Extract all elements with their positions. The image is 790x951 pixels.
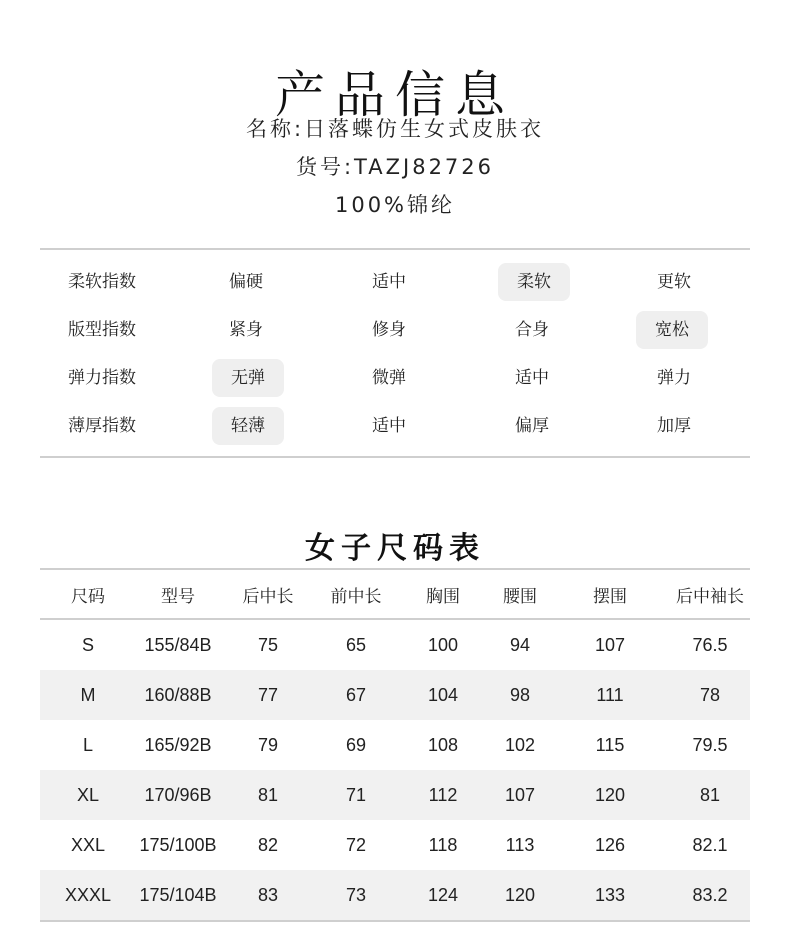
table-row (40, 670, 750, 720)
table-cell: 79 (257, 734, 279, 755)
table-cell: M (40, 670, 136, 720)
attr-option: 合身 (515, 320, 549, 340)
attr-option-selected: 无弹 (212, 359, 284, 397)
attr-option: 适中 (372, 416, 406, 436)
table-cell: 100 (427, 634, 459, 655)
attr-option: 更软 (657, 272, 691, 292)
table-cell: 98 (490, 670, 550, 720)
table-cell: 94 (509, 634, 531, 655)
column-header: 胸围 (426, 586, 460, 607)
table-cell: 67 (316, 670, 396, 720)
page-title: 产品信息 (275, 65, 515, 124)
table-row (40, 870, 750, 921)
table-cell: 83.2 (670, 870, 750, 921)
table-cell: 81 (220, 770, 316, 820)
table-cell: 175/100B (139, 834, 217, 855)
table-cell: 102 (504, 734, 536, 755)
table-cell: 120 (550, 770, 670, 820)
product-sku: 货号:TAZJ82726 (295, 155, 495, 179)
table-row (40, 770, 750, 820)
attr-option: 弹力 (657, 368, 691, 388)
table-cell: 165/92B (144, 734, 212, 755)
table-cell: 71 (316, 770, 396, 820)
table-cell: 107 (490, 770, 550, 820)
attr-option: 偏硬 (229, 272, 263, 292)
attr-option-selected: 轻薄 (212, 407, 284, 445)
attr-row-softness (40, 262, 750, 302)
attr-label: 柔软指数 (68, 272, 136, 292)
table-cell: 69 (345, 734, 367, 755)
attr-row-fit (40, 310, 750, 350)
attr-label: 版型指数 (68, 320, 136, 340)
table-cell: 133 (550, 870, 670, 921)
table-header-row (40, 569, 750, 619)
table-cell: 124 (396, 870, 490, 921)
table-cell: 112 (396, 770, 490, 820)
table-cell: 72 (345, 834, 367, 855)
attr-option: 适中 (515, 368, 549, 388)
attr-row-thickness (40, 406, 750, 446)
table-cell: XL (40, 770, 136, 820)
column-header: 摆围 (593, 586, 627, 607)
attr-label: 薄厚指数 (68, 416, 136, 436)
table-cell: 170/96B (136, 770, 220, 820)
column-header: 后中长 (242, 586, 294, 607)
product-material: 100%锦纶 (334, 193, 456, 217)
table-row (40, 619, 750, 670)
table-cell: 65 (345, 634, 367, 655)
attr-option: 紧身 (229, 320, 263, 340)
table-cell: 78 (670, 670, 750, 720)
table-row (40, 820, 750, 870)
attr-label: 弹力指数 (68, 368, 136, 388)
divider-bottom (40, 456, 750, 458)
table-cell: 104 (396, 670, 490, 720)
table-cell: 82.1 (692, 834, 728, 855)
table-cell: 126 (594, 834, 626, 855)
table-cell: XXL (70, 834, 106, 855)
attr-option: 适中 (372, 272, 406, 292)
table-cell: S (81, 634, 94, 655)
table-cell: L (82, 734, 93, 755)
table-cell: 113 (505, 834, 535, 855)
attr-option-selected: 宽松 (636, 311, 708, 349)
table-cell: 77 (220, 670, 316, 720)
column-header: 前中长 (330, 586, 382, 607)
attr-row-elasticity (40, 358, 750, 398)
table-cell: 107 (594, 634, 626, 655)
table-cell: 73 (316, 870, 396, 921)
table-cell: 118 (428, 834, 458, 855)
table-cell: 120 (490, 870, 550, 921)
column-header: 尺码 (71, 586, 105, 607)
column-header: 腰围 (503, 586, 537, 607)
table-cell: 155/84B (144, 634, 212, 655)
table-cell: 75 (257, 634, 279, 655)
table-cell: 175/104B (136, 870, 220, 921)
divider-top (40, 248, 750, 250)
column-header: 后中袖长 (676, 586, 744, 607)
attr-option: 加厚 (657, 416, 691, 436)
table-row (40, 720, 750, 770)
table-cell: 79.5 (692, 734, 728, 755)
product-name: 名称:日落蝶仿生女式皮肤衣 (245, 117, 545, 141)
attr-option-selected: 柔软 (498, 263, 570, 301)
table-cell: 81 (670, 770, 750, 820)
column-header: 型号 (161, 586, 195, 607)
table-cell: 115 (595, 734, 625, 755)
table-cell: XXXL (40, 870, 136, 921)
table-cell: 108 (427, 734, 459, 755)
attr-option: 修身 (372, 320, 406, 340)
size-chart-title: 女子尺码表 (305, 530, 485, 566)
table-cell: 111 (550, 670, 670, 720)
table-cell: 76.5 (692, 634, 728, 655)
size-chart-table (40, 568, 750, 922)
attr-option: 偏厚 (515, 416, 549, 436)
table-cell: 82 (257, 834, 279, 855)
table-cell: 160/88B (136, 670, 220, 720)
attr-option: 微弹 (372, 368, 406, 388)
table-cell: 83 (220, 870, 316, 921)
